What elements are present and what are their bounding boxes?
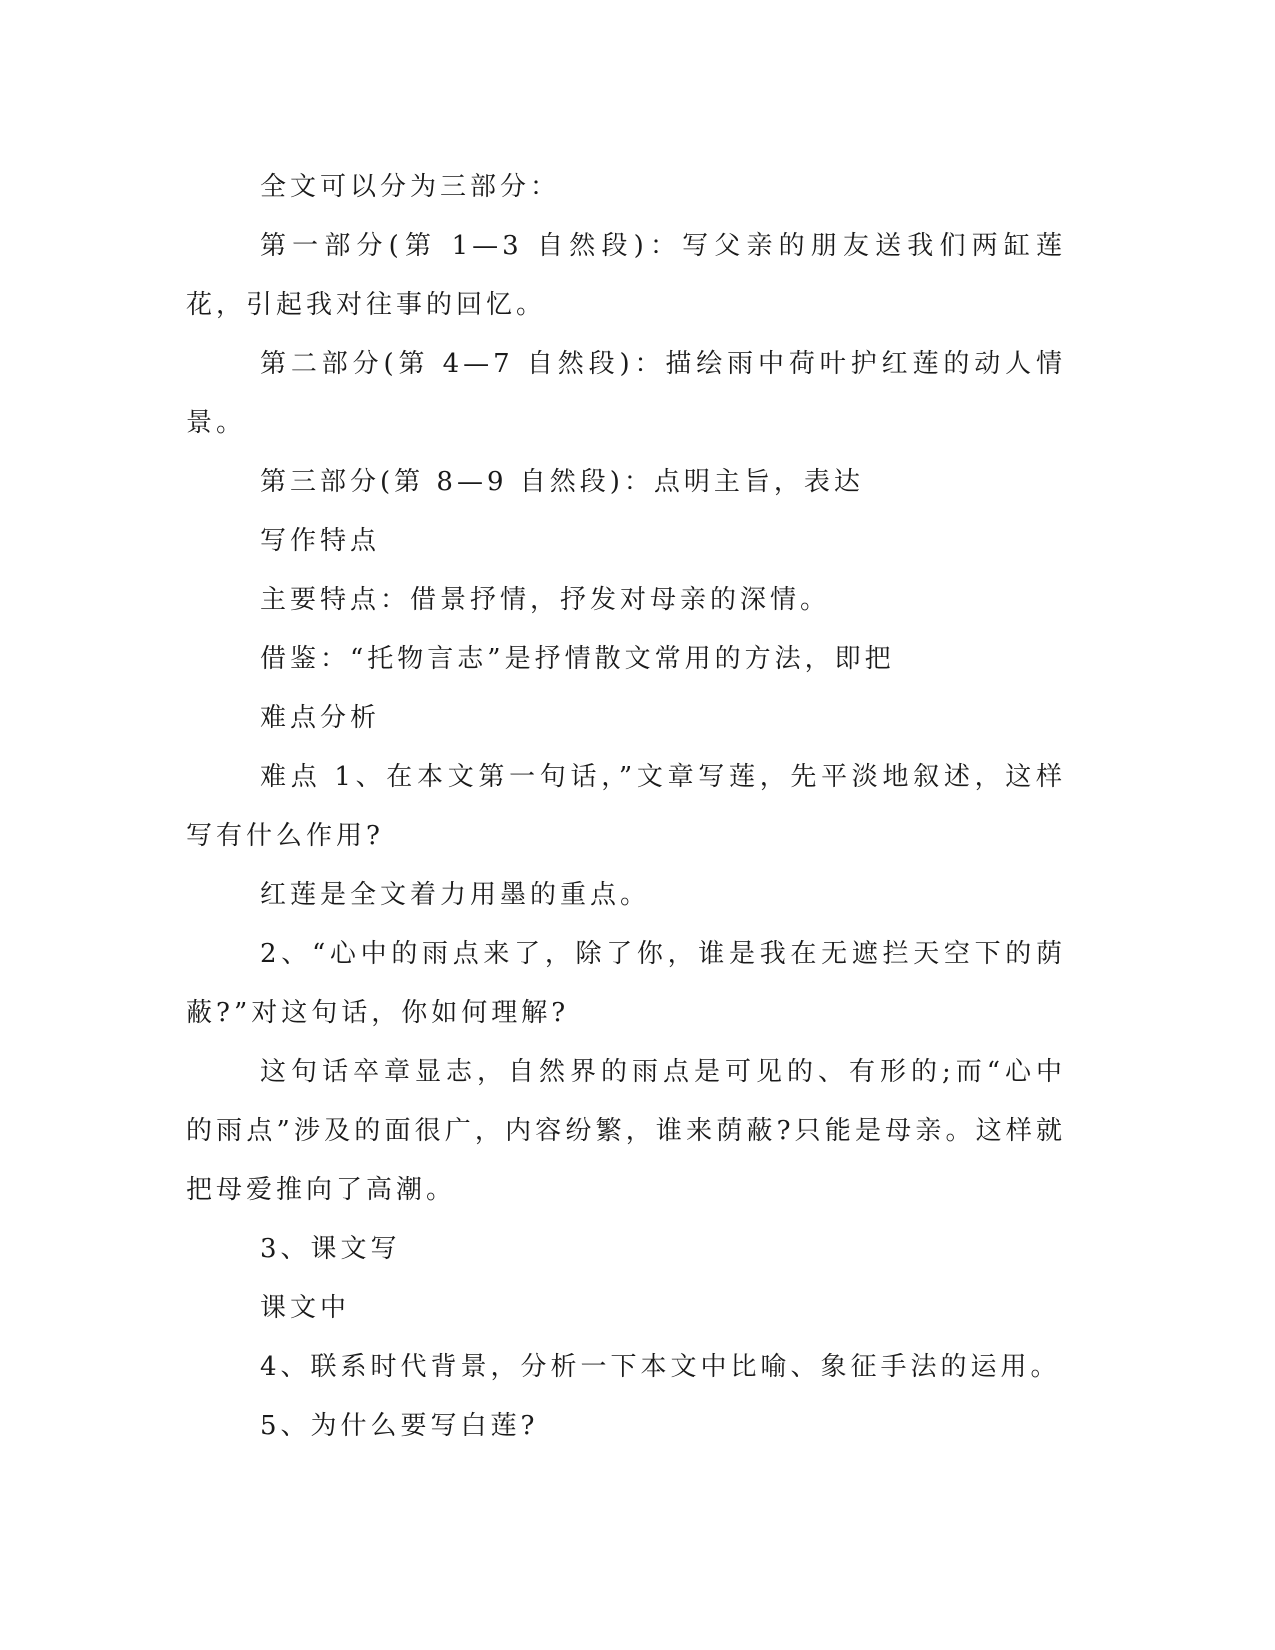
paragraph-main-feature: 主要特点：借景抒情，抒发对母亲的深情。	[260, 585, 831, 615]
paragraph-part-three: 第三部分(第 8—9 自然段)：点明主旨，表达	[260, 467, 864, 497]
paragraph-difficulty-one: 难点 1、在本文第一句话，”文章写莲，先平淡地叙述，这样写有什么作用?	[186, 762, 1066, 851]
paragraph-question-three: 3、课文写	[260, 1234, 401, 1264]
paragraph-red-lotus: 红莲是全文着力用墨的重点。	[260, 880, 651, 910]
document-page	[186, 158, 1066, 1456]
heading-writing-features: 写作特点	[260, 526, 381, 556]
paragraph-reference: 借鉴：“托物言志”是抒情散文常用的方法，即把	[260, 644, 895, 674]
paragraph-part-two: 第二部分(第 4—7 自然段)：描绘雨中荷叶护红莲的动人情景。	[186, 349, 1066, 438]
paragraph-question-two: 2、“心中的雨点来了，除了你，谁是我在无遮拦天空下的荫蔽?”对这句话，你如何理解?	[186, 939, 1066, 1028]
paragraph-part-one: 第一部分(第 1—3 自然段)：写父亲的朋友送我们两缸莲花，引起我对往事的回忆。	[186, 231, 1066, 320]
paragraph-question-five: 5、为什么要写白莲?	[260, 1411, 539, 1441]
paragraph-in-text: 课文中	[260, 1293, 351, 1323]
paragraph-question-four: 4、联系时代背景，分析一下本文中比喻、象征手法的运用。	[260, 1352, 1061, 1382]
heading-difficulty-analysis: 难点分析	[260, 703, 381, 733]
paragraph-intro: 全文可以分为三部分：	[260, 172, 561, 202]
paragraph-answer-two: 这句话卒章显志，自然界的雨点是可见的、有形的;而“心中的雨点”涉及的面很广，内容纷繁，谁来荫蔽?只能是母亲。这样就把母爱推向了高潮。	[186, 1057, 1066, 1205]
